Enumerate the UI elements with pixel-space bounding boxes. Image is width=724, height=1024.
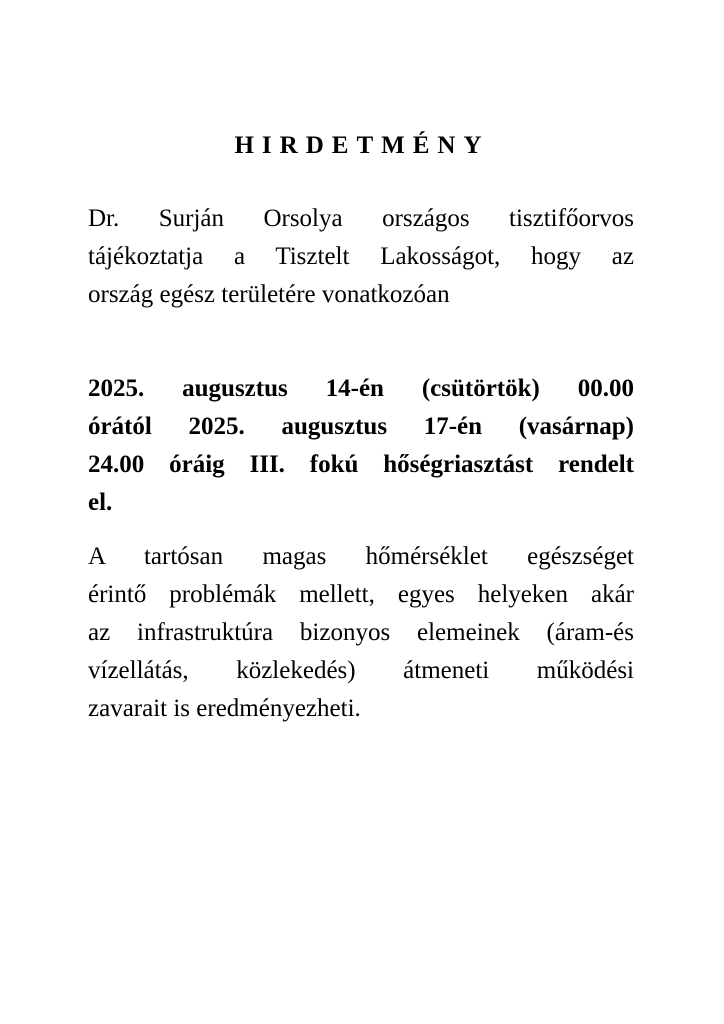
- alert-line: 2025. augusztus 14-én (csütörtök) 00.00: [88, 375, 634, 402]
- alert-line: el.: [88, 489, 113, 516]
- intro-paragraph: [88, 200, 634, 314]
- intro-line: ország egész területére vonatkozóan: [88, 281, 450, 308]
- alert-line: 24.00 óráig III. fokú hőségriasztást rendelt: [88, 451, 634, 478]
- intro-line: Dr. Surján Orsolya országos tisztifőorvos: [88, 205, 634, 232]
- consequences-line: az infrastruktúra bizonyos elemeinek (áram-és: [88, 619, 634, 646]
- intro-line: tájékoztatja a Tisztelt Lakosságot, hogy az: [88, 243, 634, 270]
- consequences-line: zavarait is eredményezheti.: [88, 695, 361, 722]
- alert-line: órától 2025. augusztus 17-én (vasárnap): [88, 413, 634, 440]
- consequences-line: A tartósan magas hőmérséklet egészséget: [88, 543, 634, 570]
- alert-paragraph: [88, 370, 634, 522]
- consequences-line: érintő problémák mellett, egyes helyeken akár: [88, 581, 634, 608]
- consequences-paragraph: [88, 538, 634, 728]
- notice-title: HIRDETMÉNY: [234, 132, 490, 159]
- consequences-line: vízellátás, közlekedés) átmeneti működési: [88, 657, 634, 684]
